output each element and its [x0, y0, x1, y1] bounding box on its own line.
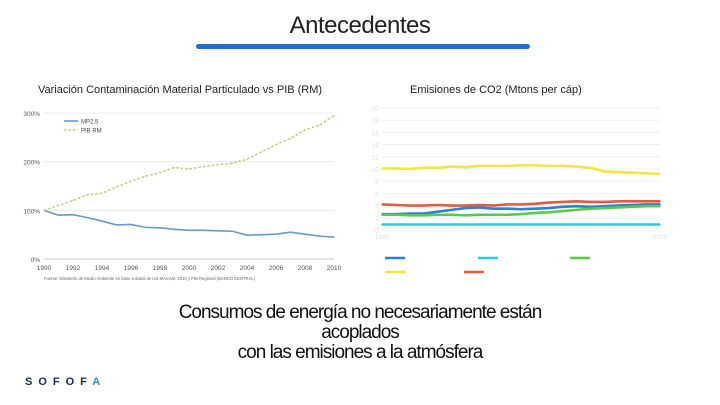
- right-data-point-3: [479, 214, 481, 216]
- left-data-point-1: [290, 138, 291, 139]
- right-data-point-4: [409, 224, 411, 226]
- left-data-point-1: [130, 181, 131, 182]
- right-data-point-2: [520, 208, 522, 210]
- logo-accent: A: [92, 376, 107, 388]
- right-data-point-3: [520, 213, 522, 215]
- right-data-point-4: [604, 224, 606, 226]
- right-data-point-3: [409, 215, 411, 217]
- left-data-point-1: [116, 186, 117, 187]
- left-data-point-0: [101, 220, 102, 221]
- left-x-tick-label: 1996: [123, 265, 139, 272]
- left-data-point-0: [188, 230, 189, 231]
- right-data-point-0: [576, 166, 578, 168]
- left-data-point-1: [101, 193, 102, 194]
- right-data-point-3: [492, 214, 494, 216]
- left-data-point-0: [290, 232, 291, 233]
- left-y-tick-label: 100%: [23, 208, 40, 216]
- right-data-point-4: [381, 224, 383, 226]
- right-data-point-0: [562, 165, 564, 167]
- left-data-point-0: [116, 224, 117, 225]
- left-data-point-0: [174, 229, 175, 230]
- right-data-point-3: [659, 205, 661, 207]
- right-data-point-4: [576, 224, 578, 226]
- right-y-tick-label: 14: [371, 142, 379, 150]
- left-legend-label: PIB RM: [81, 128, 102, 135]
- co2-emissions-chart: [360, 100, 670, 280]
- right-data-point-0: [548, 165, 550, 167]
- left-data-point-0: [275, 234, 276, 235]
- right-data-point-2: [451, 209, 453, 211]
- right-data-point-1: [492, 205, 494, 207]
- left-x-tick-label: 2006: [268, 265, 284, 272]
- left-data-point-1: [203, 166, 204, 167]
- right-data-point-3: [381, 214, 383, 216]
- right-data-point-1: [520, 204, 522, 206]
- right-data-point-4: [618, 224, 620, 226]
- left-data-point-0: [261, 234, 262, 235]
- right-data-point-1: [562, 201, 564, 203]
- right-y-tick-label: 16: [371, 130, 379, 138]
- left-data-point-1: [145, 176, 146, 177]
- left-data-point-0: [217, 230, 218, 231]
- right-data-point-4: [492, 224, 494, 226]
- left-data-point-1: [87, 194, 88, 195]
- left-x-tick-label: 2002: [210, 265, 226, 272]
- right-data-point-2: [437, 211, 439, 213]
- right-data-point-3: [506, 214, 508, 216]
- left-series-line-0: [44, 210, 334, 237]
- right-data-point-0: [381, 168, 383, 170]
- footer-line-2: acoplados: [321, 322, 399, 343]
- right-data-point-1: [631, 201, 633, 203]
- left-data-point-1: [217, 164, 218, 165]
- left-x-tick-label: 2000: [181, 265, 197, 272]
- right-y-tick-label: 6: [375, 191, 379, 199]
- right-data-point-3: [562, 210, 564, 212]
- left-data-point-1: [261, 151, 262, 152]
- left-data-point-0: [72, 214, 73, 215]
- right-data-point-4: [465, 224, 467, 226]
- right-data-point-0: [590, 167, 592, 169]
- left-source-note: Fuente: Ministerio de Medio Ambiente en base a datos de red MACAM, 2010 y PIB Regional (BANCO CENTRAL): [44, 276, 256, 281]
- right-data-point-3: [645, 205, 647, 207]
- right-data-point-0: [645, 172, 647, 174]
- right-data-point-2: [548, 207, 550, 209]
- left-data-point-1: [159, 172, 160, 173]
- right-data-point-3: [576, 209, 578, 211]
- right-data-point-2: [506, 208, 508, 210]
- left-data-point-0: [246, 235, 247, 236]
- left-x-tick-label: 1990: [36, 265, 52, 272]
- right-data-point-4: [423, 224, 425, 226]
- right-data-point-2: [465, 207, 467, 209]
- right-data-point-1: [409, 205, 411, 207]
- footer-line-3: con las emisiones a la atmósfera: [237, 342, 483, 363]
- right-data-point-4: [590, 224, 592, 226]
- slide-title: Antecedentes: [289, 12, 431, 39]
- right-data-point-2: [562, 206, 564, 208]
- right-y-tick-label: 0: [375, 228, 379, 235]
- left-x-tick-label: 1998: [152, 265, 168, 272]
- left-data-point-0: [159, 227, 160, 228]
- right-data-point-2: [576, 205, 578, 207]
- right-data-point-0: [437, 167, 439, 169]
- left-data-point-1: [319, 125, 320, 126]
- right-y-tick-label: 8: [375, 179, 379, 187]
- left-legend-label: MP2,5: [81, 119, 99, 126]
- right-data-point-3: [631, 206, 633, 208]
- left-x-tick-label: 2010: [326, 265, 342, 272]
- right-x-tick-label: 2010: [652, 234, 668, 241]
- right-data-point-0: [395, 168, 397, 170]
- right-data-point-2: [534, 208, 536, 210]
- left-data-point-0: [232, 231, 233, 232]
- right-data-point-4: [479, 224, 481, 226]
- left-data-point-1: [333, 115, 334, 116]
- sofofa-logo: [25, 376, 106, 388]
- right-data-point-0: [409, 168, 411, 170]
- right-x-tick-label: 1990: [374, 234, 390, 241]
- right-data-point-1: [395, 204, 397, 206]
- right-data-point-4: [631, 224, 633, 226]
- left-x-tick-label: 1992: [65, 265, 81, 272]
- left-data-point-0: [319, 236, 320, 237]
- right-data-point-3: [437, 214, 439, 216]
- left-x-tick-label: 2004: [239, 265, 255, 272]
- right-data-point-3: [548, 212, 550, 214]
- pm-vs-gdp-chart: [12, 105, 348, 290]
- right-y-tick-label: 12: [371, 154, 379, 162]
- right-data-point-1: [451, 205, 453, 207]
- left-data-point-1: [304, 129, 305, 130]
- right-data-point-3: [465, 215, 467, 217]
- right-data-point-0: [534, 165, 536, 167]
- right-data-point-1: [437, 204, 439, 206]
- left-data-point-1: [275, 144, 276, 145]
- left-x-tick-label: 1994: [94, 265, 110, 272]
- right-data-point-0: [451, 166, 453, 168]
- right-data-point-4: [451, 224, 453, 226]
- right-y-tick-label: 10: [371, 167, 379, 174]
- left-data-point-1: [72, 200, 73, 201]
- right-data-point-1: [479, 204, 481, 206]
- right-data-point-0: [479, 165, 481, 167]
- left-data-point-1: [58, 205, 59, 206]
- right-data-point-1: [423, 205, 425, 207]
- right-data-point-4: [437, 224, 439, 226]
- right-data-point-1: [659, 201, 661, 203]
- right-data-point-0: [520, 165, 522, 167]
- right-y-tick-label: 4: [375, 203, 379, 211]
- footer-line-1: Consumos de energía no necesariamente están: [178, 302, 542, 323]
- right-data-point-1: [604, 201, 606, 203]
- right-data-point-0: [604, 171, 606, 173]
- left-data-point-0: [304, 234, 305, 235]
- right-data-point-4: [506, 224, 508, 226]
- left-chart-subtitle: Variación Contaminación Material Particulado vs PIB (RM): [38, 84, 323, 96]
- left-data-point-0: [203, 230, 204, 231]
- right-data-point-0: [492, 165, 494, 167]
- left-data-point-1: [246, 159, 247, 160]
- left-data-point-0: [333, 237, 334, 238]
- title-underline: [196, 44, 530, 49]
- right-data-point-0: [506, 165, 508, 167]
- left-y-tick-label: 200%: [23, 159, 40, 167]
- logo-text: SOFOF: [25, 376, 93, 388]
- right-data-point-3: [618, 207, 620, 209]
- right-data-point-3: [590, 208, 592, 210]
- right-data-point-4: [645, 224, 647, 226]
- left-data-point-1: [232, 163, 233, 164]
- right-data-point-2: [479, 207, 481, 209]
- right-data-point-1: [645, 201, 647, 203]
- right-data-point-4: [562, 224, 564, 226]
- left-data-point-0: [87, 217, 88, 218]
- right-y-tick-label: 20: [371, 106, 379, 113]
- right-data-point-0: [631, 172, 633, 174]
- right-data-point-0: [618, 171, 620, 173]
- right-data-point-4: [534, 224, 536, 226]
- left-data-point-1: [43, 210, 44, 211]
- right-data-point-4: [395, 224, 397, 226]
- right-data-point-0: [659, 173, 661, 175]
- right-data-point-3: [534, 212, 536, 214]
- right-chart-subtitle: Emisiones de CO2 (Mtons per cáp): [410, 84, 582, 96]
- right-data-point-0: [465, 166, 467, 168]
- right-y-tick-label: 2: [375, 215, 379, 223]
- right-data-point-2: [492, 208, 494, 210]
- right-data-point-1: [618, 201, 620, 203]
- right-data-point-3: [451, 214, 453, 216]
- right-data-point-3: [604, 207, 606, 209]
- right-data-point-3: [423, 215, 425, 217]
- right-data-point-1: [576, 201, 578, 203]
- right-data-point-1: [381, 204, 383, 206]
- right-data-point-1: [534, 203, 536, 205]
- right-data-point-3: [395, 214, 397, 216]
- right-data-point-1: [506, 204, 508, 206]
- left-data-point-1: [174, 167, 175, 168]
- right-data-point-4: [659, 224, 661, 226]
- left-data-point-0: [145, 227, 146, 228]
- right-data-point-4: [520, 224, 522, 226]
- right-data-point-1: [590, 201, 592, 203]
- left-data-point-1: [188, 168, 189, 169]
- right-data-point-1: [465, 205, 467, 207]
- right-data-point-0: [423, 167, 425, 169]
- left-x-tick-label: 2008: [297, 265, 313, 272]
- right-data-point-4: [548, 224, 550, 226]
- left-y-tick-label: 0%: [30, 257, 40, 264]
- left-y-tick-label: 300%: [23, 111, 40, 118]
- right-data-point-1: [548, 202, 550, 204]
- right-y-tick-label: 18: [371, 118, 379, 126]
- left-data-point-0: [130, 224, 131, 225]
- left-data-point-0: [58, 215, 59, 216]
